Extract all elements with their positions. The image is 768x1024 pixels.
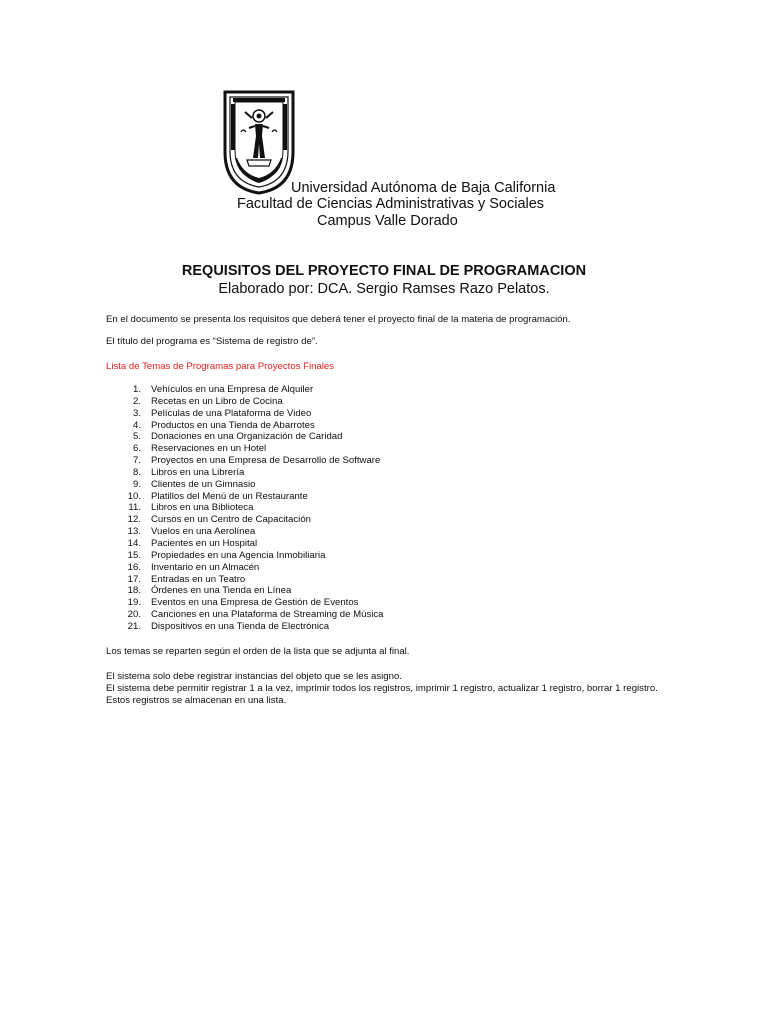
topic-item — [106, 550, 384, 562]
topic-text: Pacientes en un Hospital — [151, 537, 258, 549]
intro-paragraph: En el documento se presenta los requisitos que deberá tener el proyecto final de la materia de programación. — [106, 314, 571, 325]
topic-number: 9. — [132, 478, 141, 490]
topic-text: Entradas en un Teatro — [151, 573, 246, 585]
topic-number: 6. — [132, 443, 141, 455]
topic-item — [106, 597, 384, 609]
system-requirement-line: El sistema solo debe registrar instancias del objeto que se les asigno. — [106, 671, 402, 682]
topic-item — [106, 574, 384, 586]
document-title: REQUISITOS DEL PROYECTO FINAL DE PROGRAMACION — [181, 263, 587, 279]
topic-number: 21. — [127, 620, 141, 632]
topic-item — [106, 443, 384, 455]
topic-number: 3. — [132, 407, 141, 419]
topic-item — [106, 396, 384, 408]
faculty-name: Facultad de Ciencias Administrativas y Sociales — [237, 196, 545, 212]
topic-item — [106, 621, 384, 633]
topic-item — [106, 538, 384, 550]
document-author: Elaborado por: DCA. Sergio Ramses Razo Pelatos. — [218, 281, 550, 297]
topic-item — [106, 408, 384, 420]
topic-text: Libros en una Librería — [151, 466, 245, 478]
topic-item — [106, 585, 384, 597]
topic-number: 7. — [132, 455, 141, 467]
university-seal-logo — [221, 88, 297, 196]
topic-text: Películas de una Plataforma de Video — [151, 407, 312, 419]
topic-text: Canciones en una Plataforma de Streaming de Música — [151, 609, 384, 621]
topic-number: 4. — [132, 419, 141, 431]
topic-item — [106, 502, 384, 514]
topic-item — [106, 431, 384, 443]
system-requirement-line: Estos registros se almacenan en una lista. — [106, 694, 287, 706]
topic-text: Órdenes en una Tienda en Línea — [151, 585, 292, 597]
topic-text: Propiedades en una Agencia Inmobiliaria — [151, 549, 326, 561]
topic-text: Proyectos en una Empresa de Desarrollo de Software — [151, 455, 381, 467]
topic-number: 18. — [127, 585, 141, 597]
topic-item — [106, 562, 384, 574]
topic-item — [106, 491, 384, 503]
topic-text: Vuelos en una Aerolínea — [151, 526, 256, 538]
topic-item — [106, 479, 384, 491]
topics-list-heading: Lista de Temas de Programas para Proyectos Finales — [106, 361, 335, 372]
topic-number: 19. — [127, 597, 141, 609]
topic-item — [106, 514, 384, 526]
topic-number: 14. — [127, 537, 141, 549]
topic-item — [106, 384, 384, 396]
topic-text: Dispositivos en una Tienda de Electrónica — [151, 620, 330, 632]
topic-text: Inventario en un Almacén — [151, 561, 260, 573]
topic-number: 2. — [132, 395, 141, 407]
topic-text: Productos en una Tienda de Abarrotes — [151, 419, 315, 431]
campus-name: Campus Valle Dorado — [317, 213, 458, 229]
topic-item — [106, 467, 384, 479]
topic-text: Donaciones en una Organización de Caridad — [151, 431, 343, 443]
university-name: Universidad Autónoma de Baja California — [291, 180, 556, 196]
topic-text: Platillos del Menú de un Restaurante — [151, 490, 308, 502]
topic-text: Cursos en un Centro de Capacitación — [151, 514, 311, 526]
topic-number: 11. — [128, 502, 141, 514]
topic-number: 10. — [127, 490, 141, 502]
topic-text: Clientes de un Gimnasio — [151, 478, 256, 490]
topics-list — [106, 384, 384, 633]
topic-text: Recetas en un Libro de Cocina — [151, 395, 283, 407]
topic-number: 8. — [132, 466, 141, 478]
program-title-paragraph: El título del programa es “Sistema de registro de”. — [106, 336, 318, 347]
topic-text: Eventos en una Empresa de Gestión de Eventos — [151, 597, 359, 609]
topic-number: 20. — [127, 609, 141, 621]
topic-number: 1. — [132, 384, 141, 395]
topic-item — [106, 609, 384, 621]
topic-text: Libros en una Biblioteca — [151, 502, 254, 514]
topic-number: 13. — [127, 526, 141, 538]
topic-text: Reservaciones en un Hotel — [151, 443, 267, 455]
topic-item — [106, 455, 384, 467]
topic-text: Vehículos en una Empresa de Alquiler — [151, 384, 314, 395]
system-requirement-line: El sistema debe permitir registrar 1 a la vez, imprimir todos los registros, imprimir 1 registro, actualizar 1 registro, borrar 1 registro. — [106, 682, 658, 694]
topic-number: 5. — [132, 431, 141, 443]
order-note-paragraph: Los temas se reparten según el orden de la lista que se adjunta al final. — [106, 646, 410, 657]
topic-number: 12. — [127, 514, 141, 526]
system-requirements-paragraph — [106, 671, 666, 706]
topic-item — [106, 420, 384, 432]
topic-number: 16. — [127, 561, 141, 573]
topic-item — [106, 526, 384, 538]
topic-number: 17. — [127, 573, 141, 585]
topic-number: 15. — [127, 549, 141, 561]
